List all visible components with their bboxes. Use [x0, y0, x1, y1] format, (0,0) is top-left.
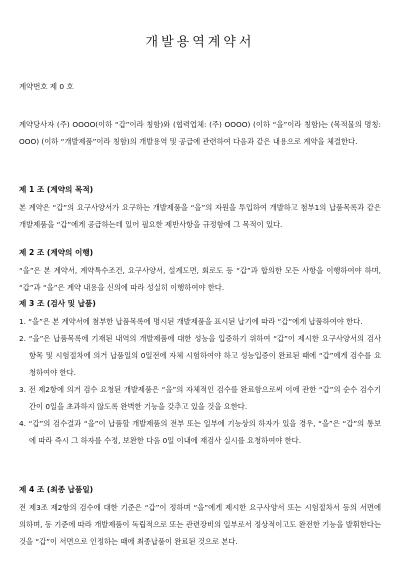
article-title: 제 4 조 (최종 납품일) [19, 485, 94, 494]
article-item-list [19, 313, 381, 449]
article-body: 본 계약은 “갑”의 요구사양서가 요구하는 개발제품을 “을”의 자원을 투입하여 개발하고 첨부1의 납품목록과 같은 개발제품을 “갑”에게 공급하는데 있어 필요한 제반사항을 규정함에 그 목적이 있다. [19, 203, 381, 229]
article-1 [19, 184, 381, 233]
article-title: 제 2 조 (계약의 이행) [19, 248, 94, 257]
article-2 [19, 247, 381, 296]
article-body: “을”은 본 계약서, 계약특수조건, 요구사양서, 설계도면, 회로도 등 “갑”과 합의한 모든 사항을 이행하여야 하며, “갑”과 “을”은 계약 내용을 신의에 따라 성실히 이행하여야 한다. [19, 266, 381, 292]
article-body: 전 제3조 제2항의 검수에 대한 기준은 “갑”이 정하며 “을”에게 제시한 요구사양서 또는 시험절차서 등의 서면에 의하며, 동 기준에 따라 개발제품이 독립적으로 또는 관련장비의 일부로서 정상적이고도 완전한 기능을 발휘한다는 것을 “갑”이 서면으로 인정하는 때에 최종납품이 완료된 것으로 본다. [19, 503, 381, 546]
list-item: 2. “을”은 납품목록에 기재된 내역의 개발제품에 대한 성능을 입증하기 위하여 “갑”이 제시한 요구사양서의 검사항목 및 시험절차에 의거 납품일의 0일전에 자체 시험하여야 하고 성능입증이 완료된 때에 “갑”에게 검수를 요청하여야 한다. [19, 334, 381, 377]
list-item: 4. “갑”의 검수결과 “을”이 납품할 개발제품의 전부 또는 일부에 기능상의 하자가 있을 경우, “을”은 “갑”의 통보에 따라 즉시 그 하자를 수정, 보완한 다음 0일 이내에 재검사 실시를 요청하여야 한다. [19, 419, 381, 445]
list-item: 3. 전 제2항에 의거 검수 요청된 개발제품은 “을”의 자체적인 검수를 완료함으로써 이에 관한 “갑”의 순수 검수기간이 0일을 초과하지 않도록 완벽한 기능을 갖추고 있을 것을 요한다. [19, 385, 381, 411]
contract-number: 계약번호 제 0 호 [19, 82, 74, 91]
list-item: 1. “을”은 본 계약서에 첨부한 납품목록에 명시된 개발제품을 표시된 납기에 따라 “갑”에게 납품하여야 한다. [19, 317, 363, 326]
document-title: 개발용역계약서 [145, 35, 255, 50]
intro-paragraph: 계약당사자 (주) OOOO(이하 “갑”이라 칭함)와 (협력업체: (주) OOOO) (이하 “을”이라 칭함)는 (목적물의 명칭: OOO) (이하 “개발제품”이라 칭함)의 개발용역 및 공급에 관련하여 다음과 같은 내용으로 계약을 체결한다. [19, 120, 381, 146]
article-title: 제 1 조 (계약의 목적) [19, 185, 94, 194]
article-3 [19, 298, 381, 449]
article-4 [19, 484, 381, 550]
article-title: 제 3 조 (검사 및 납품) [19, 299, 96, 308]
